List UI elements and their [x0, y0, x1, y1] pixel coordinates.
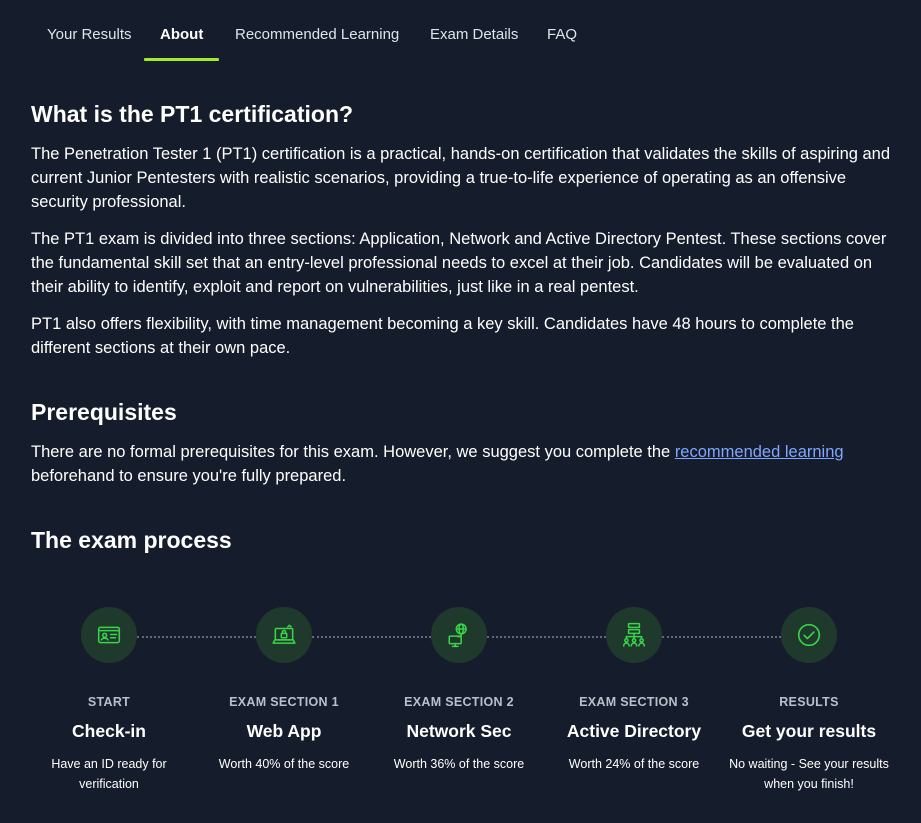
tab-about[interactable]: About — [160, 26, 204, 43]
directory-tree-icon — [621, 622, 647, 648]
step-title: Check-in — [72, 721, 146, 741]
step-description: Have an ID ready for verification — [51, 757, 167, 791]
step-eyebrow: RESULTS — [779, 695, 839, 709]
step-title: Network Sec — [406, 721, 512, 741]
step-title: Active Directory — [566, 721, 702, 741]
step-description: Worth 24% of the score — [568, 757, 700, 771]
prerequisites-text-after: beforehand to ensure you're fully prepared. — [31, 467, 347, 485]
about-paragraph-1: The Penetration Tester 1 (PT1) certification is a practical, hands-on certification that validates the skills of aspiring and current Junior Pentesters with realistic scenarios, providing a true-to-life experience of operating as an offensive security professional. — [31, 145, 891, 211]
about-paragraph-2: The PT1 exam is divided into three sections: Application, Network and Active Directory Pentest. These sections cover the fundamental skill set that an entry-level professional needs to excel at their job. Candidates will be evaluated on their ability to identify, exploit and report on vulnerabilities, just like in a real pentest. — [31, 230, 887, 296]
step-eyebrow: EXAM SECTION 2 — [404, 695, 514, 709]
step-eyebrow: START — [87, 695, 131, 709]
prerequisites-heading: Prerequisites — [31, 399, 177, 425]
active-tab-indicator — [144, 58, 219, 61]
step-description: Worth 40% of the score — [218, 757, 350, 771]
step-icon-circle — [781, 607, 837, 663]
check-circle-icon — [796, 622, 822, 648]
step-description: No waiting - See your results when you finish! — [729, 757, 889, 791]
id-card-icon — [96, 622, 122, 648]
step-connector — [487, 636, 606, 638]
tab-your-results[interactable]: Your Results — [47, 26, 132, 43]
step-icon-circle — [81, 607, 137, 663]
step-connector — [662, 636, 781, 638]
exam-process-heading: The exam process — [31, 527, 232, 553]
step-eyebrow: EXAM SECTION 1 — [229, 695, 339, 709]
step-title: Web App — [246, 721, 322, 741]
step-icon-circle — [256, 607, 312, 663]
laptop-lock-icon — [271, 622, 297, 648]
tab-bar — [0, 0, 921, 62]
prerequisites-text — [31, 440, 891, 488]
tab-recommended-learning[interactable]: Recommended Learning — [235, 26, 400, 43]
tab-faq[interactable]: FAQ — [547, 26, 578, 43]
step-connector — [312, 636, 431, 638]
step-icon-circle — [606, 607, 662, 663]
step-connector — [137, 636, 256, 638]
step-description: Worth 36% of the score — [393, 757, 525, 771]
tab-exam-details[interactable]: Exam Details — [430, 26, 519, 43]
step-title: Get your results — [741, 721, 877, 741]
network-globe-icon — [446, 622, 472, 648]
recommended-learning-link[interactable]: recommended learning — [674, 443, 844, 461]
prerequisites-text-before: There are no formal prerequisites for this exam. However, we suggest you complete the — [31, 443, 675, 461]
step-icon-circle — [431, 607, 487, 663]
about-heading: What is the PT1 certification? — [31, 101, 354, 127]
about-paragraph-3: PT1 also offers flexibility, with time management becoming a key skill. Candidates have 48 hours to complete the different sections at their own pace. — [31, 315, 854, 357]
step-eyebrow: EXAM SECTION 3 — [579, 695, 689, 709]
